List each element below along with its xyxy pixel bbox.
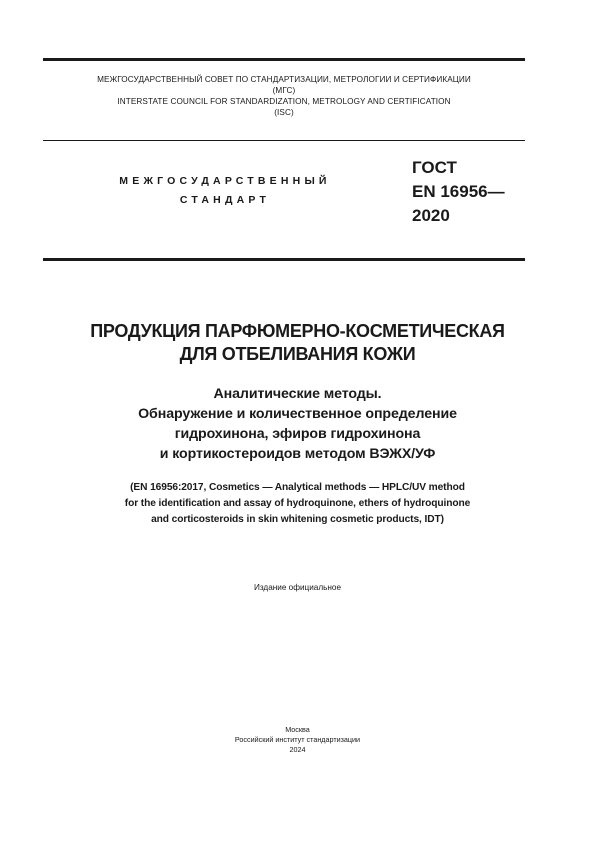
english-title-line3: and corticosteroids in skin whitening cosmetic products, IDT) (151, 514, 444, 525)
bottom-rule (43, 258, 525, 261)
title-line1: ПРОДУКЦИЯ ПАРФЮМЕРНО-КОСМЕТИЧЕСКАЯ (90, 321, 505, 341)
document-title (20, 320, 575, 366)
standard-kind-line1: МЕЖГОСУДАРСТВЕННЫЙ (119, 175, 331, 187)
gost-line3: 2020 (412, 206, 450, 225)
document-subtitle (20, 384, 575, 464)
standard-kind (110, 172, 340, 210)
title-line2: ДЛЯ ОТБЕЛИВАНИЯ КОЖИ (179, 344, 416, 364)
publisher-year: 2024 (289, 745, 306, 754)
standard-kind-line2: СТАНДАРТ (179, 194, 271, 206)
council-abbr-ru: (МГС) (272, 86, 296, 95)
council-name-en: INTERSTATE COUNCIL FOR STANDARDIZATION, METROLOGY AND CERTIFICATION (117, 97, 451, 106)
top-rule (43, 58, 525, 61)
publisher-block (20, 725, 575, 755)
gost-designation (412, 156, 505, 228)
subtitle-line4: и кортикостероидов методом ВЭЖХ/УФ (159, 446, 436, 462)
english-title-line1: (EN 16956:2017, Cosmetics — Analytical methods — HPLC/UV method (130, 482, 465, 493)
header-divider (43, 140, 525, 141)
subtitle-line1: Аналитические методы. (213, 386, 382, 402)
english-title (20, 480, 575, 528)
gost-line1: ГОСТ (412, 158, 457, 177)
edition-note: Издание официальное (253, 583, 342, 592)
publisher-city: Москва (285, 725, 310, 734)
subtitle-line3: гидрохинона, эфиров гидрохинона (174, 426, 421, 442)
publisher-institute: Российский институт стандартизации (234, 735, 361, 744)
gost-line2: EN 16956— (412, 182, 505, 201)
english-title-line2: for the identification and assay of hydroquinone, ethers of hydroquinone (124, 498, 471, 509)
subtitle-line2: Обнаружение и количественное определение (138, 406, 457, 422)
council-abbr-en: (ISC) (274, 108, 294, 117)
council-name-ru: МЕЖГОСУДАРСТВЕННЫЙ СОВЕТ ПО СТАНДАРТИЗАЦИИ, МЕТРОЛОГИИ И СЕРТИФИКАЦИИ (97, 75, 471, 84)
council-header (43, 74, 525, 118)
